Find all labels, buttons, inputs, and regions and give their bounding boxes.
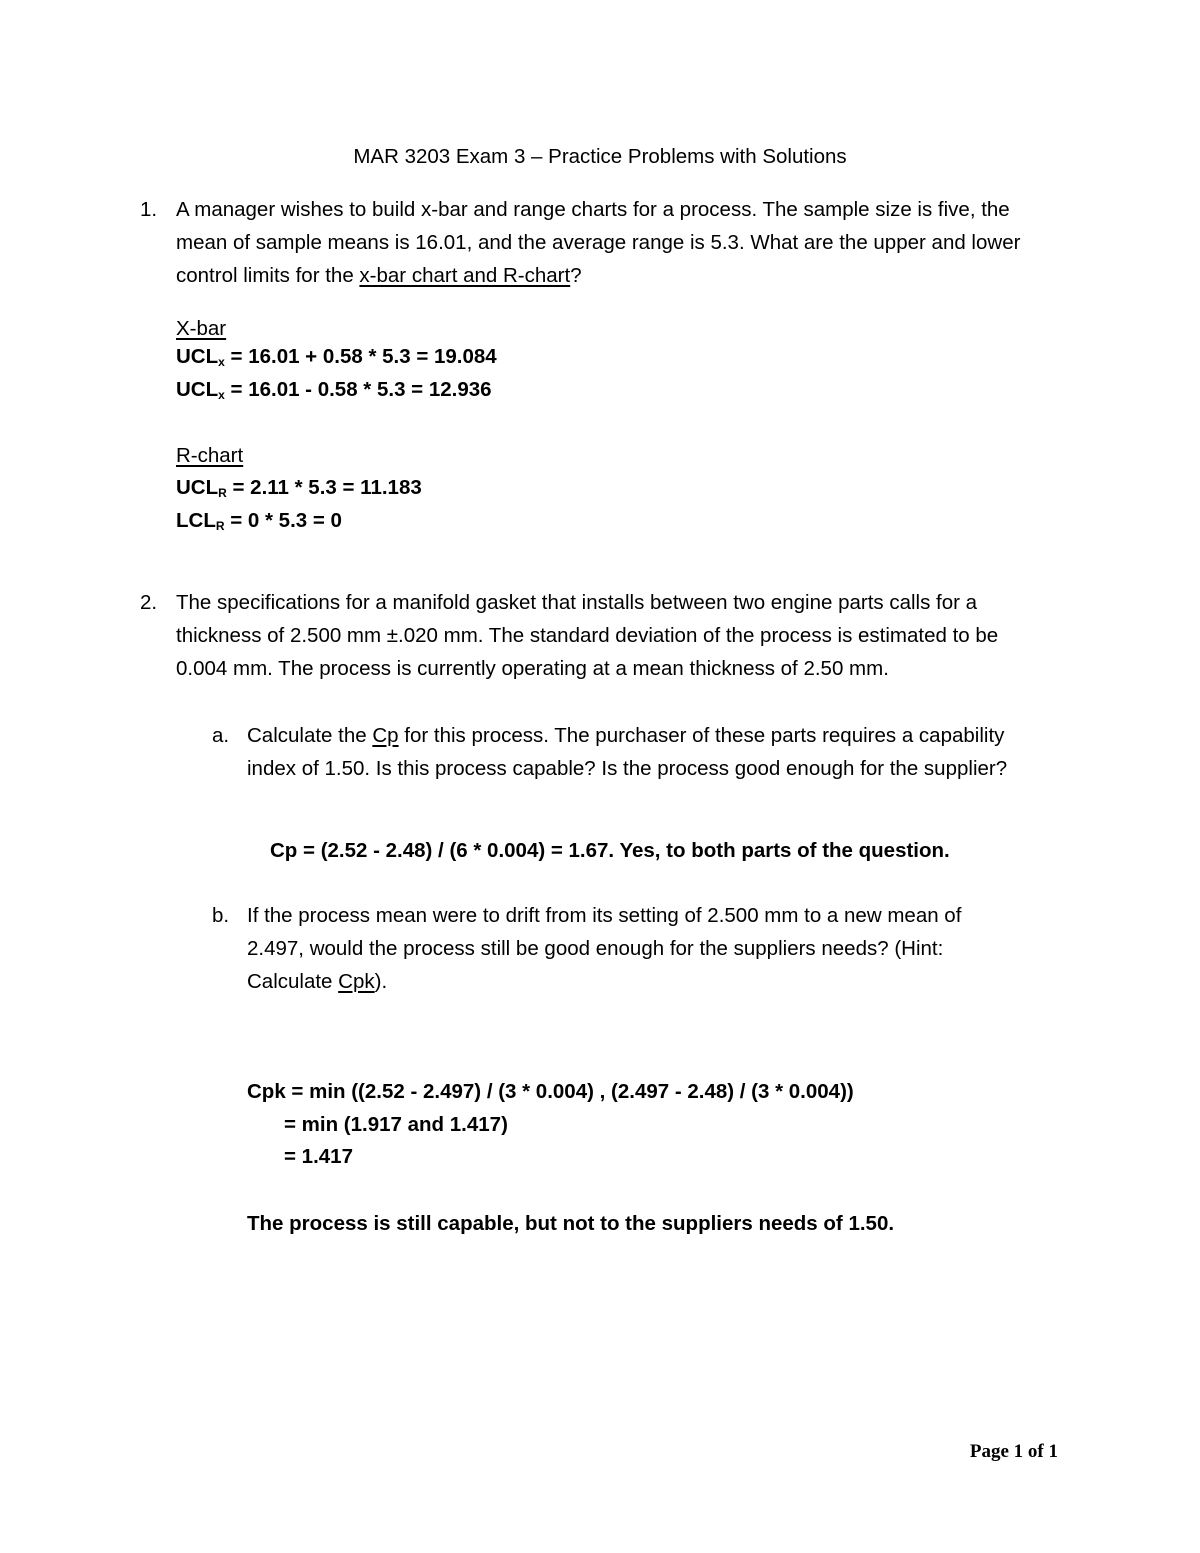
part-a-letter: a. <box>212 724 230 747</box>
problem-1-line-1: A manager wishes to build x-bar and range charts for a process. The sample size is five, the <box>176 198 1010 221</box>
rchart-lcl-formula <box>176 504 342 537</box>
xbar-heading: X-bar <box>176 317 227 340</box>
page-number: Page 1 of 1 <box>969 1441 1058 1462</box>
part-b-letter: b. <box>212 904 230 927</box>
part-b-answer-line-3: = 1.417 <box>284 1145 353 1168</box>
part-b-line-3-prefix: Calculate <box>247 970 339 993</box>
xbar-lcl-expression: = 16.01 - 0.58 * 5.3 = 12.936 <box>224 378 492 401</box>
problem-1-line-3-suffix: ? <box>570 264 582 287</box>
xbar-ucl-expression: = 16.01 + 0.58 * 5.3 = 19.084 <box>224 345 497 368</box>
part-b-line-3-suffix: ). <box>374 970 388 993</box>
part-b-line-3 <box>247 965 387 998</box>
problem-1-number: 1. <box>140 198 158 221</box>
rchart-lcl-subscript: R <box>215 519 225 533</box>
rchart-ucl-label: UCL <box>176 476 219 499</box>
part-a-line-1-prefix: Calculate the <box>247 724 373 747</box>
xbar-ucl-formula <box>176 340 497 373</box>
xbar-lcl-label: UCL <box>176 378 219 401</box>
part-b-line-1: If the process mean were to drift from its setting of 2.500 mm to a new mean of <box>247 904 962 927</box>
problem-1-line-3-prefix: control limits for the <box>176 264 360 287</box>
rchart-ucl-formula <box>176 471 422 504</box>
part-a-line-2: index of 1.50. Is this process capable? Is the process good enough for the supplier? <box>247 757 1008 780</box>
part-a-line-1-suffix: for this process. The purchaser of these parts requires a capability <box>398 724 1005 747</box>
part-b-answer-line-2: = min (1.917 and 1.417) <box>284 1113 508 1136</box>
xbar-lcl-formula <box>176 373 492 406</box>
problem-2-line-3: 0.004 mm. The process is currently operating at a mean thickness of 2.50 mm. <box>176 657 889 680</box>
document-title: MAR 3203 Exam 3 – Practice Problems with Solutions <box>353 145 847 168</box>
problem-2-number: 2. <box>140 591 158 614</box>
problem-1-line-2: mean of sample means is 16.01, and the average range is 5.3. What are the upper and lower <box>176 231 1021 254</box>
problem-2-line-1: The specifications for a manifold gasket that installs between two engine parts calls for a <box>176 591 978 614</box>
part-a-cp-term: Cp <box>372 724 399 747</box>
xbar-lcl-subscript: x <box>218 388 225 402</box>
problem-1-chart-types: x-bar chart and R-chart <box>359 264 571 287</box>
problem-2-line-2: thickness of 2.500 mm ±.020 mm. The standard deviation of the process is estimated to be <box>176 624 999 647</box>
part-a-answer: Cp = (2.52 - 2.48) / (6 * 0.004) = 1.67. Yes, to both parts of the question. <box>270 839 950 862</box>
xbar-ucl-label: UCL <box>176 345 219 368</box>
part-b-answer-line-1: Cpk = min ((2.52 - 2.497) / (3 * 0.004) , (2.497 - 2.48) / (3 * 0.004)) <box>247 1080 854 1103</box>
rchart-heading: R-chart <box>176 444 244 467</box>
part-b-cpk-term: Cpk <box>338 970 375 993</box>
part-b-conclusion: The process is still capable, but not to the suppliers needs of 1.50. <box>247 1212 895 1235</box>
part-b-line-2: 2.497, would the process still be good enough for the suppliers needs? (Hint: <box>247 937 944 960</box>
rchart-ucl-expression: = 2.11 * 5.3 = 11.183 <box>226 476 422 499</box>
problem-1-line-3 <box>176 259 582 292</box>
xbar-ucl-subscript: x <box>218 355 225 369</box>
rchart-lcl-expression: = 0 * 5.3 = 0 <box>224 509 342 532</box>
rchart-lcl-label: LCL <box>176 509 216 532</box>
part-a-line-1 <box>247 719 1004 752</box>
rchart-ucl-subscript: R <box>218 486 227 500</box>
